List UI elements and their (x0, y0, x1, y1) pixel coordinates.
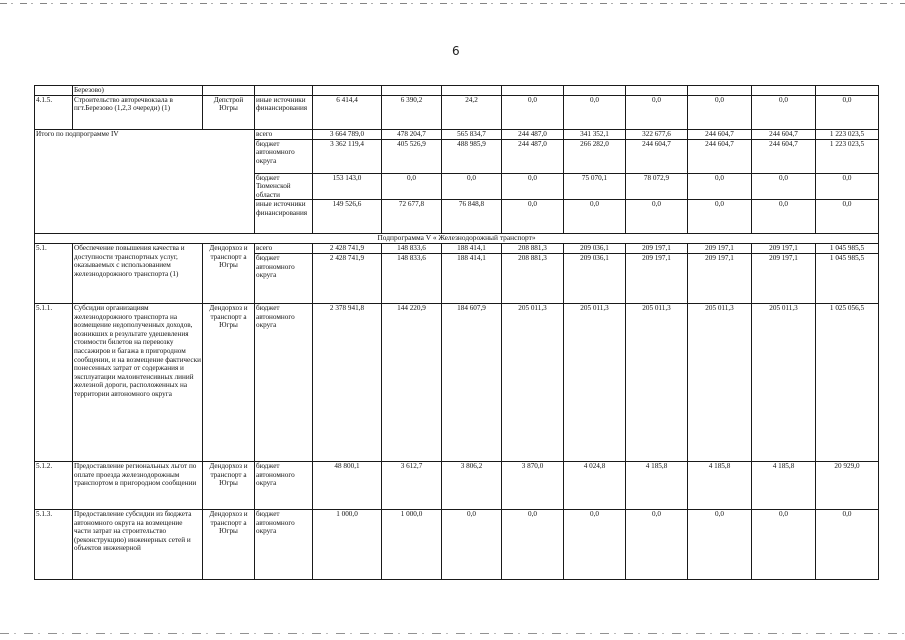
executor-cell: Дендорхоз и транспорт а Югры (203, 243, 255, 303)
value-cell: 0,0 (816, 95, 879, 129)
source-cell: бюджет автономного округа (255, 303, 313, 461)
source-cell: бюджет автономного округа (255, 253, 313, 303)
value-cell: 0,0 (382, 173, 442, 200)
table-row (35, 129, 879, 139)
value-cell: 0,0 (688, 95, 752, 129)
value-cell: 0,0 (752, 95, 816, 129)
value-cell: 78 072,9 (626, 173, 688, 200)
source-cell: бюджет автономного округа (255, 461, 313, 509)
value-cell: 1 045 985,5 (816, 253, 879, 303)
total-label-cell: Итого по подпрограмме IV (35, 129, 255, 234)
code-cell: 5.1.2. (35, 461, 73, 509)
value-cell: 0,0 (816, 173, 879, 200)
empty-cell (442, 86, 502, 96)
value-cell: 209 197,1 (626, 243, 688, 253)
value-cell: 209 036,1 (564, 243, 626, 253)
value-cell: 2 428 741,9 (313, 243, 382, 253)
empty-cell (255, 86, 313, 96)
value-cell: 75 070,1 (564, 173, 626, 200)
value-cell: 3 664 789,0 (313, 129, 382, 139)
table-row (35, 303, 879, 461)
table-row (35, 86, 879, 96)
value-cell: 76 848,8 (442, 200, 502, 234)
value-cell: 3 362 119,4 (313, 139, 382, 173)
value-cell: 244 487,0 (502, 139, 564, 173)
table-row (35, 461, 879, 509)
value-cell: 209 197,1 (688, 243, 752, 253)
financing-table (34, 85, 879, 580)
value-cell: 322 677,6 (626, 129, 688, 139)
value-cell: 209 197,1 (688, 253, 752, 303)
value-cell: 209 036,1 (564, 253, 626, 303)
empty-cell (688, 86, 752, 96)
value-cell: 4 185,8 (752, 461, 816, 509)
code-cell: 5.1. (35, 243, 73, 303)
name-cell: Обеспечение повышения качества и доступности транспортных услуг, оказываемых с использованием железнодорожного транспорта (1) (73, 243, 203, 303)
empty-cell (752, 86, 816, 96)
value-cell: 244 604,7 (752, 129, 816, 139)
table-row (35, 509, 879, 579)
value-cell: 0,0 (564, 509, 626, 579)
name-cell: Березово) (73, 86, 203, 96)
value-cell: 24,2 (442, 95, 502, 129)
value-cell: 144 220,9 (382, 303, 442, 461)
value-cell: 149 526,6 (313, 200, 382, 234)
empty-cell (626, 86, 688, 96)
value-cell: 4 185,8 (688, 461, 752, 509)
value-cell: 244 604,7 (626, 139, 688, 173)
value-cell: 188 414,1 (442, 243, 502, 253)
value-cell: 405 526,9 (382, 139, 442, 173)
value-cell: 0,0 (626, 200, 688, 234)
source-cell: всего (255, 243, 313, 253)
value-cell: 0,0 (688, 173, 752, 200)
value-cell: 6 390,2 (382, 95, 442, 129)
page-number: 6 (452, 44, 460, 58)
value-cell: 244 604,7 (688, 129, 752, 139)
executor-cell: Дендорхоз и транспорт а Югры (203, 303, 255, 461)
value-cell: 0,0 (752, 509, 816, 579)
value-cell: 205 011,3 (502, 303, 564, 461)
source-cell: бюджет Тюменской области (255, 173, 313, 200)
value-cell: 205 011,3 (626, 303, 688, 461)
value-cell: 244 487,0 (502, 129, 564, 139)
value-cell: 188 414,1 (442, 253, 502, 303)
value-cell: 208 881,3 (502, 253, 564, 303)
value-cell: 205 011,3 (688, 303, 752, 461)
value-cell: 3 612,7 (382, 461, 442, 509)
source-cell: бюджет автономного округа (255, 509, 313, 579)
value-cell: 565 834,7 (442, 129, 502, 139)
value-cell: 0,0 (626, 509, 688, 579)
value-cell: 72 677,8 (382, 200, 442, 234)
value-cell: 0,0 (752, 200, 816, 234)
value-cell: 4 024,8 (564, 461, 626, 509)
value-cell: 1 045 985,5 (816, 243, 879, 253)
value-cell: 244 604,7 (752, 139, 816, 173)
value-cell: 20 929,0 (816, 461, 879, 509)
name-cell: Строительство автоpечвокзала в пгт.Березово (1,2,3 очереди) (1) (73, 95, 203, 129)
source-cell: иные источники финансирования (255, 200, 313, 234)
empty-cell (382, 86, 442, 96)
value-cell: 3 870,0 (502, 461, 564, 509)
value-cell: 0,0 (688, 509, 752, 579)
value-cell: 209 197,1 (752, 253, 816, 303)
value-cell: 266 282,0 (564, 139, 626, 173)
executor-cell: Депстрой Югры (203, 95, 255, 129)
source-cell: всего (255, 129, 313, 139)
name-cell: Предоставление субсидии из бюджета автономного округа на возмещение части затрат на строительство (реконструкцию) инженерных сетей и объектов инженерной (73, 509, 203, 579)
value-cell: 0,0 (688, 200, 752, 234)
scan-edge-top (0, 3, 905, 4)
value-cell: 244 604,7 (688, 139, 752, 173)
value-cell: 1 000,0 (382, 509, 442, 579)
code-cell (35, 86, 73, 96)
source-cell: иные источники финансирования (255, 95, 313, 129)
value-cell: 0,0 (564, 200, 626, 234)
value-cell: 205 011,3 (564, 303, 626, 461)
value-cell: 148 833,6 (382, 243, 442, 253)
executor-cell: Дендорхоз и транспорт а Югры (203, 509, 255, 579)
subprogram-title: Подпрограмма V « Железнодорожный транспорт» (35, 234, 879, 244)
value-cell: 0,0 (502, 95, 564, 129)
value-cell: 205 011,3 (752, 303, 816, 461)
value-cell: 0,0 (442, 173, 502, 200)
value-cell: 1 025 056,5 (816, 303, 879, 461)
value-cell: 209 197,1 (752, 243, 816, 253)
value-cell: 1 000,0 (313, 509, 382, 579)
empty-cell (816, 86, 879, 96)
name-cell: Субсидии организациям железнодорожного транспорта на возмещение недополученных доходов, возникших в результате удешевления стоимости билетов на перевозку пассажиров и багажа в пригородном сообщении, и на возмещение фактически понесенных затрат от содержания и эксплуатации малоинтенсивных линий железной дороги, расположенных на территории автономного округа (73, 303, 203, 461)
value-cell: 6 414,4 (313, 95, 382, 129)
value-cell: 0,0 (442, 509, 502, 579)
table-row (35, 95, 879, 129)
value-cell: 2 428 741,9 (313, 253, 382, 303)
name-cell: Предоставление региональных льгот по оплате проезда железнодорожным транспортом в пригородном сообщении (73, 461, 203, 509)
value-cell: 3 806,2 (442, 461, 502, 509)
value-cell: 0,0 (816, 200, 879, 234)
value-cell: 4 185,8 (626, 461, 688, 509)
table-row (35, 234, 879, 244)
empty-cell (203, 86, 255, 96)
code-cell: 5.1.1. (35, 303, 73, 461)
value-cell: 48 800,1 (313, 461, 382, 509)
value-cell: 148 833,6 (382, 253, 442, 303)
code-cell: 4.1.5. (35, 95, 73, 129)
value-cell: 184 607,9 (442, 303, 502, 461)
empty-cell (502, 86, 564, 96)
empty-cell (564, 86, 626, 96)
value-cell: 0,0 (626, 95, 688, 129)
value-cell: 1 223 023,5 (816, 139, 879, 173)
value-cell: 208 881,3 (502, 243, 564, 253)
value-cell: 341 352,1 (564, 129, 626, 139)
value-cell: 1 223 023,5 (816, 129, 879, 139)
value-cell: 0,0 (564, 95, 626, 129)
scan-edge-bottom (0, 633, 905, 634)
executor-cell: Дендорхоз и транспорт а Югры (203, 461, 255, 509)
value-cell: 0,0 (502, 509, 564, 579)
value-cell: 2 378 941,8 (313, 303, 382, 461)
value-cell: 153 143,0 (313, 173, 382, 200)
code-cell: 5.1.3. (35, 509, 73, 579)
value-cell: 478 204,7 (382, 129, 442, 139)
value-cell: 0,0 (752, 173, 816, 200)
value-cell: 0,0 (502, 173, 564, 200)
value-cell: 488 985,9 (442, 139, 502, 173)
value-cell: 209 197,1 (626, 253, 688, 303)
empty-cell (313, 86, 382, 96)
value-cell: 0,0 (502, 200, 564, 234)
value-cell: 0,0 (816, 509, 879, 579)
table-row (35, 243, 879, 253)
source-cell: бюджет автономного округа (255, 139, 313, 173)
